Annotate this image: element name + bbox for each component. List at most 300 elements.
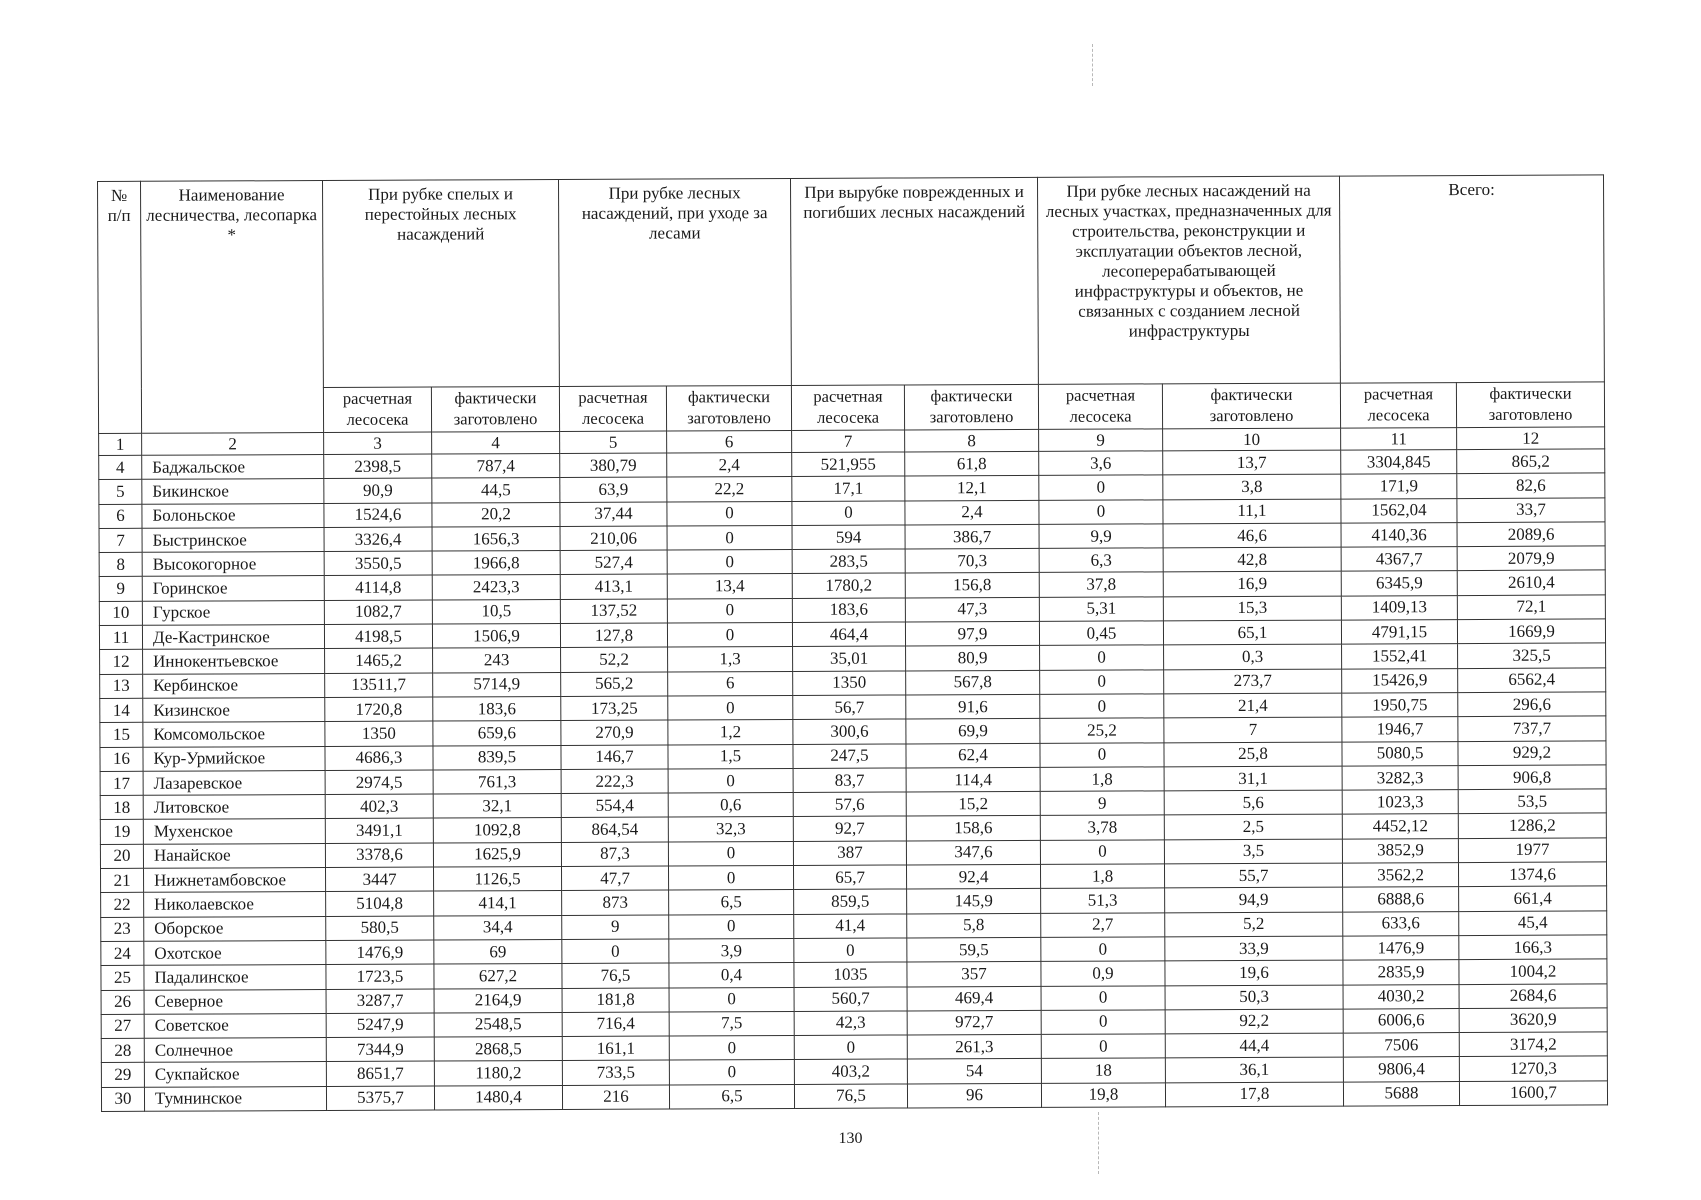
value-cell: 737,7	[1458, 716, 1606, 741]
value-cell: 156,8	[905, 573, 1039, 598]
value-cell: 87,3	[561, 842, 668, 867]
row-number-cell: 6	[99, 504, 142, 528]
value-cell: 181,8	[562, 988, 669, 1013]
header-group-care: При рубке лесных насаждений, при уходе за лесами	[559, 178, 792, 386]
forestry-name-cell: Быстринское	[142, 527, 324, 552]
header-group-mature: При рубке спелых и перестойных лесных насаждений	[323, 179, 560, 387]
row-number-cell: 25	[101, 966, 144, 990]
value-cell: 3620,9	[1459, 1008, 1607, 1033]
forestry-name-cell: Солнечное	[144, 1038, 326, 1063]
value-cell: 13,7	[1163, 450, 1341, 475]
forestry-name-cell: Литовское	[143, 795, 325, 820]
value-cell: 7	[1164, 717, 1342, 742]
value-cell: 4198,5	[324, 624, 432, 649]
row-number-cell: 23	[101, 917, 144, 941]
value-cell: 3,9	[669, 938, 794, 963]
value-cell: 4452,12	[1342, 814, 1458, 839]
forestry-name-cell: Болоньское	[142, 503, 324, 528]
value-cell: 1946,7	[1342, 717, 1458, 742]
row-number-cell: 19	[100, 820, 143, 844]
column-number: 2	[142, 433, 324, 456]
forestry-name-cell: Мухенское	[143, 819, 325, 844]
value-cell: 69	[434, 939, 562, 964]
forestry-name-cell: Бикинское	[142, 479, 324, 504]
value-cell: 1669,9	[1457, 619, 1605, 644]
value-cell: 15,2	[906, 792, 1040, 817]
value-cell: 15426,9	[1342, 668, 1458, 693]
row-number-cell: 20	[100, 844, 143, 868]
value-cell: 97,9	[905, 621, 1039, 646]
value-cell: 171,9	[1341, 474, 1457, 499]
value-cell: 787,4	[432, 453, 560, 478]
value-cell: 41,4	[794, 914, 907, 939]
value-cell: 1004,2	[1459, 959, 1607, 984]
value-cell: 210,06	[560, 526, 667, 551]
value-cell: 3,78	[1040, 815, 1164, 840]
column-number: 10	[1163, 428, 1341, 451]
value-cell: 20,2	[432, 502, 560, 527]
table-body	[99, 449, 1608, 1112]
value-cell: 6345,9	[1341, 571, 1457, 596]
value-cell: 4686,3	[325, 746, 433, 771]
value-cell: 464,4	[792, 622, 905, 647]
value-cell: 42,8	[1163, 547, 1341, 572]
value-cell: 47,7	[562, 866, 669, 891]
value-cell: 527,4	[560, 550, 667, 575]
value-cell: 0	[1040, 645, 1164, 670]
value-cell: 403,2	[794, 1059, 907, 1084]
forestry-name-cell: Высокогорное	[142, 552, 324, 577]
column-number: 8	[905, 429, 1039, 452]
value-cell: 296,6	[1458, 692, 1606, 717]
value-cell: 5714,9	[433, 672, 561, 697]
value-cell: 9,9	[1039, 524, 1163, 549]
value-cell: 0,4	[669, 963, 794, 988]
value-cell: 161,1	[562, 1036, 669, 1061]
value-cell: 733,5	[562, 1060, 669, 1085]
value-cell: 243	[433, 648, 561, 673]
value-cell: 414,1	[434, 891, 562, 916]
value-cell: 560,7	[794, 987, 907, 1012]
value-cell: 4030,2	[1343, 984, 1459, 1009]
value-cell: 7344,9	[326, 1037, 434, 1062]
value-cell: 270,9	[561, 720, 668, 745]
value-cell: 0	[562, 939, 669, 964]
value-cell: 6888,6	[1343, 887, 1459, 912]
value-cell: 864,54	[561, 817, 668, 842]
value-cell: 9	[562, 915, 669, 940]
row-number-cell: 9	[99, 577, 142, 601]
value-cell: 325,5	[1458, 643, 1606, 668]
header-sub: расчетная лесосека	[559, 386, 666, 431]
forestry-name-cell: Охотское	[144, 940, 326, 965]
forestry-name-cell: Горинское	[142, 576, 324, 601]
value-cell: 1476,9	[326, 940, 434, 965]
value-cell: 1082,7	[324, 600, 432, 625]
forestry-name-cell: Баджальское	[142, 455, 324, 480]
value-cell: 1476,9	[1343, 936, 1459, 961]
value-cell: 633,6	[1343, 911, 1459, 936]
value-cell: 46,6	[1163, 523, 1341, 548]
value-cell: 70,3	[905, 549, 1039, 574]
value-cell: 3,8	[1163, 474, 1341, 499]
value-cell: 2,5	[1164, 815, 1342, 840]
value-cell: 0,6	[668, 793, 793, 818]
value-cell: 1552,41	[1342, 644, 1458, 669]
value-cell: 1374,6	[1459, 862, 1607, 887]
value-cell: 580,5	[326, 916, 434, 941]
value-cell: 166,3	[1459, 935, 1607, 960]
value-cell: 5,31	[1039, 597, 1163, 622]
value-cell: 0	[668, 768, 793, 793]
value-cell: 222,3	[561, 769, 668, 794]
value-cell: 0	[667, 525, 792, 550]
document-sheet	[97, 174, 1607, 1112]
value-cell: 565,2	[561, 672, 668, 697]
value-cell: 1023,3	[1342, 790, 1458, 815]
row-number-cell: 13	[100, 674, 143, 698]
value-cell: 1720,8	[325, 697, 433, 722]
value-cell: 0	[1040, 840, 1164, 865]
value-cell: 5688	[1343, 1081, 1459, 1106]
value-cell: 1350	[325, 721, 433, 746]
value-cell: 1,3	[668, 647, 793, 672]
value-cell: 386,7	[905, 524, 1039, 549]
value-cell: 65,7	[794, 865, 907, 890]
page-number: 130	[838, 1130, 863, 1147]
value-cell: 1270,3	[1459, 1056, 1607, 1081]
value-cell: 12,1	[905, 476, 1039, 501]
value-cell: 53,5	[1458, 789, 1606, 814]
forestry-table	[97, 174, 1608, 1112]
row-number-cell: 24	[101, 941, 144, 965]
value-cell: 2548,5	[434, 1012, 562, 1037]
value-cell: 6006,6	[1343, 1008, 1459, 1033]
value-cell: 567,8	[906, 670, 1040, 695]
value-cell: 72,1	[1457, 595, 1605, 620]
value-cell: 0	[668, 841, 793, 866]
column-number: 6	[667, 430, 792, 453]
value-cell: 55,7	[1165, 863, 1343, 888]
header-sub-row	[98, 382, 1604, 434]
value-cell: 300,6	[793, 719, 906, 744]
forestry-name-cell: Гурское	[142, 600, 324, 625]
value-cell: 61,8	[905, 451, 1039, 476]
value-cell: 283,5	[792, 549, 905, 574]
value-cell: 2835,9	[1343, 960, 1459, 985]
value-cell: 0	[667, 550, 792, 575]
value-cell: 31,1	[1164, 766, 1342, 791]
value-cell: 96	[907, 1083, 1041, 1108]
value-cell: 413,1	[560, 575, 667, 600]
value-cell: 44,5	[432, 478, 560, 503]
value-cell: 2398,5	[324, 454, 432, 479]
value-cell: 2423,3	[432, 575, 560, 600]
value-cell: 56,7	[793, 695, 906, 720]
value-cell: 9806,4	[1343, 1057, 1459, 1082]
value-cell: 521,955	[792, 452, 905, 477]
value-cell: 37,8	[1039, 572, 1163, 597]
value-cell: 76,5	[562, 963, 669, 988]
forestry-name-cell: Тумнинское	[144, 1086, 326, 1111]
value-cell: 0	[667, 598, 792, 623]
value-cell: 57,6	[793, 792, 906, 817]
value-cell: 5247,9	[326, 1013, 434, 1038]
value-cell: 2,7	[1041, 912, 1165, 937]
value-cell: 3550,5	[324, 551, 432, 576]
value-cell: 873	[562, 890, 669, 915]
value-cell: 82,6	[1457, 473, 1605, 498]
value-cell: 1,5	[668, 744, 793, 769]
value-cell: 18	[1041, 1058, 1165, 1083]
value-cell: 146,7	[561, 745, 668, 770]
value-cell: 51,3	[1041, 888, 1165, 913]
value-cell: 47,3	[905, 597, 1039, 622]
value-cell: 839,5	[433, 745, 561, 770]
value-cell: 10,5	[432, 599, 560, 624]
value-cell: 92,7	[793, 816, 906, 841]
header-group-row	[98, 175, 1605, 389]
value-cell: 1723,5	[326, 964, 434, 989]
value-cell: 5,2	[1165, 912, 1343, 937]
value-cell: 3562,2	[1343, 863, 1459, 888]
row-number-cell: 12	[100, 650, 143, 674]
value-cell: 1625,9	[433, 842, 561, 867]
value-cell: 0	[794, 1035, 907, 1060]
row-number-cell: 28	[101, 1038, 144, 1062]
value-cell: 0	[1041, 1010, 1165, 1035]
value-cell: 387	[793, 841, 906, 866]
header-num: № п/п	[98, 181, 142, 433]
value-cell: 1409,13	[1341, 595, 1457, 620]
row-number-cell: 11	[99, 625, 142, 649]
value-cell: 25,8	[1164, 742, 1342, 767]
value-cell: 5080,5	[1342, 741, 1458, 766]
value-cell: 11,1	[1163, 499, 1341, 524]
value-cell: 273,7	[1164, 669, 1342, 694]
value-cell: 8651,7	[326, 1061, 434, 1086]
value-cell: 3852,9	[1342, 838, 1458, 863]
value-cell: 929,2	[1458, 740, 1606, 765]
value-cell: 554,4	[561, 793, 668, 818]
value-cell: 90,9	[324, 478, 432, 503]
forestry-name-cell: Комсомольское	[143, 722, 325, 747]
forestry-name-cell: Кур-Урмийское	[143, 746, 325, 771]
value-cell: 761,3	[433, 769, 561, 794]
value-cell: 45,4	[1459, 911, 1607, 936]
value-cell: 1524,6	[324, 503, 432, 528]
value-cell: 972,7	[907, 1010, 1041, 1035]
row-number-cell: 29	[101, 1063, 144, 1087]
value-cell: 0	[669, 866, 794, 891]
column-number: 3	[324, 432, 432, 454]
forestry-name-cell: Кербинское	[143, 673, 325, 698]
value-cell: 1656,3	[432, 526, 560, 551]
header-sub: расчетная лесосека	[323, 387, 431, 432]
value-cell: 0,9	[1041, 961, 1165, 986]
value-cell: 34,4	[434, 915, 562, 940]
value-cell: 661,4	[1459, 886, 1607, 911]
value-cell: 3,6	[1039, 451, 1163, 476]
value-cell: 1035	[794, 962, 907, 987]
value-cell: 0	[1040, 742, 1164, 767]
value-cell: 347,6	[906, 840, 1040, 865]
value-cell: 247,5	[793, 744, 906, 769]
value-cell: 44,4	[1165, 1033, 1343, 1058]
row-number-cell: 30	[101, 1087, 144, 1111]
value-cell: 76,5	[794, 1084, 907, 1109]
value-cell: 21,4	[1164, 693, 1342, 718]
forestry-name-cell: Иннокентьевское	[143, 649, 325, 674]
table-row	[101, 1081, 1607, 1112]
row-number-cell: 5	[99, 480, 142, 504]
value-cell: 6,5	[669, 890, 794, 915]
value-cell: 6	[668, 671, 793, 696]
value-cell: 33,9	[1165, 936, 1343, 961]
value-cell: 3,5	[1164, 839, 1342, 864]
row-number-cell: 7	[99, 528, 142, 552]
header-sub: фактически заготовлено	[1162, 383, 1340, 429]
value-cell: 13,4	[667, 574, 792, 599]
value-cell: 17,1	[792, 476, 905, 501]
row-number-cell: 16	[100, 747, 143, 771]
value-cell: 50,3	[1165, 985, 1343, 1010]
value-cell: 1092,8	[433, 818, 561, 843]
value-cell: 1350	[793, 671, 906, 696]
value-cell: 1600,7	[1459, 1081, 1607, 1106]
value-cell: 17,8	[1165, 1082, 1343, 1107]
header-sub: фактически заготовлено	[904, 384, 1038, 430]
value-cell: 94,9	[1165, 887, 1343, 912]
value-cell: 594	[792, 525, 905, 550]
value-cell: 16,9	[1163, 572, 1341, 597]
value-cell: 0	[1041, 985, 1165, 1010]
value-cell: 0	[1041, 1034, 1165, 1059]
value-cell: 216	[562, 1085, 669, 1110]
value-cell: 1,8	[1040, 767, 1164, 792]
value-cell: 69,9	[906, 719, 1040, 744]
value-cell: 3287,7	[326, 989, 434, 1014]
row-number-cell: 22	[101, 893, 144, 917]
forestry-name-cell: Сукпайское	[144, 1062, 326, 1087]
value-cell: 6,5	[669, 1084, 794, 1109]
value-cell: 32,3	[668, 817, 793, 842]
row-number-cell: 14	[100, 698, 143, 722]
value-cell: 3378,6	[325, 843, 433, 868]
value-cell: 54	[907, 1059, 1041, 1084]
row-number-cell: 21	[100, 868, 143, 892]
value-cell: 15,3	[1163, 596, 1341, 621]
value-cell: 35,01	[793, 646, 906, 671]
value-cell: 25,2	[1040, 718, 1164, 743]
value-cell: 2079,9	[1457, 546, 1605, 571]
header-group-total: Всего:	[1340, 175, 1605, 383]
value-cell: 1,2	[668, 720, 793, 745]
value-cell: 1506,9	[432, 624, 560, 649]
value-cell: 0	[667, 623, 792, 648]
value-cell: 0	[1039, 499, 1163, 524]
value-cell: 402,3	[325, 794, 433, 819]
value-cell: 0	[1039, 475, 1163, 500]
value-cell: 0	[669, 1036, 794, 1061]
value-cell: 114,4	[906, 767, 1040, 792]
header-sub: расчетная лесосека	[791, 385, 904, 430]
value-cell: 145,9	[907, 889, 1041, 914]
row-number-cell: 15	[100, 723, 143, 747]
value-cell: 4114,8	[324, 576, 432, 601]
value-cell: 3447	[325, 867, 433, 892]
value-cell: 1,8	[1041, 864, 1165, 889]
value-cell: 2974,5	[325, 770, 433, 795]
value-cell: 1465,2	[325, 648, 433, 673]
value-cell: 469,4	[907, 986, 1041, 1011]
value-cell: 3491,1	[325, 818, 433, 843]
value-cell: 65,1	[1163, 620, 1341, 645]
row-number-cell: 17	[100, 771, 143, 795]
value-cell: 0	[669, 987, 794, 1012]
value-cell: 59,5	[907, 937, 1041, 962]
forestry-name-cell: Советское	[144, 1013, 326, 1038]
value-cell: 859,5	[794, 889, 907, 914]
header-sub: фактически заготовлено	[431, 386, 559, 432]
value-cell: 3304,845	[1341, 450, 1457, 475]
value-cell: 37,44	[560, 502, 667, 527]
value-cell: 0	[668, 695, 793, 720]
value-cell: 0	[669, 1060, 794, 1085]
value-cell: 33,7	[1457, 498, 1605, 523]
value-cell: 1780,2	[792, 573, 905, 598]
value-cell: 716,4	[562, 1012, 669, 1037]
header-name: Наименование лесничества, лесопарка *	[141, 181, 324, 434]
value-cell: 1977	[1458, 838, 1606, 863]
value-cell: 0	[667, 501, 792, 526]
scan-dash-mark-top	[1092, 44, 1093, 86]
header-group-infrastructure: При рубке лесных насаждений на лесных участках, предназначенных для строительства, реконструкции и эксплуатации объектов лесной, лесоперерабатывающей инфраструктуры и объектов, не связанных с созданием лесной инфраструктуры	[1038, 176, 1341, 384]
value-cell: 0	[669, 914, 794, 939]
value-cell: 380,79	[560, 453, 667, 478]
value-cell: 5104,8	[326, 891, 434, 916]
row-number-cell: 4	[99, 455, 142, 479]
value-cell: 659,6	[433, 721, 561, 746]
header-sub: фактически заготовлено	[1456, 382, 1604, 428]
value-cell: 2868,5	[434, 1037, 562, 1062]
value-cell: 5,6	[1164, 790, 1342, 815]
value-cell: 137,52	[560, 599, 667, 624]
value-cell: 1562,04	[1341, 498, 1457, 523]
forestry-name-cell: Николаевское	[144, 892, 326, 917]
value-cell: 36,1	[1165, 1057, 1343, 1082]
value-cell: 906,8	[1458, 765, 1606, 790]
value-cell: 32,1	[433, 794, 561, 819]
value-cell: 80,9	[906, 646, 1040, 671]
header-group-damaged: При вырубке поврежденных и погибших лесных насаждений	[791, 177, 1039, 385]
value-cell: 173,25	[561, 696, 668, 721]
value-cell: 4791,15	[1341, 620, 1457, 645]
value-cell: 62,4	[906, 743, 1040, 768]
value-cell: 63,9	[560, 477, 667, 502]
row-number-cell: 27	[101, 1014, 144, 1038]
value-cell: 1480,4	[434, 1085, 562, 1110]
value-cell: 2164,9	[434, 988, 562, 1013]
value-cell: 1126,5	[433, 867, 561, 892]
value-cell: 5,8	[907, 913, 1041, 938]
value-cell: 2089,6	[1457, 522, 1605, 547]
row-number-cell: 18	[100, 795, 143, 819]
value-cell: 3174,2	[1459, 1032, 1607, 1057]
value-cell: 4140,36	[1341, 522, 1457, 547]
forestry-name-cell: Де-Кастринское	[142, 625, 324, 650]
value-cell: 0	[792, 501, 905, 526]
